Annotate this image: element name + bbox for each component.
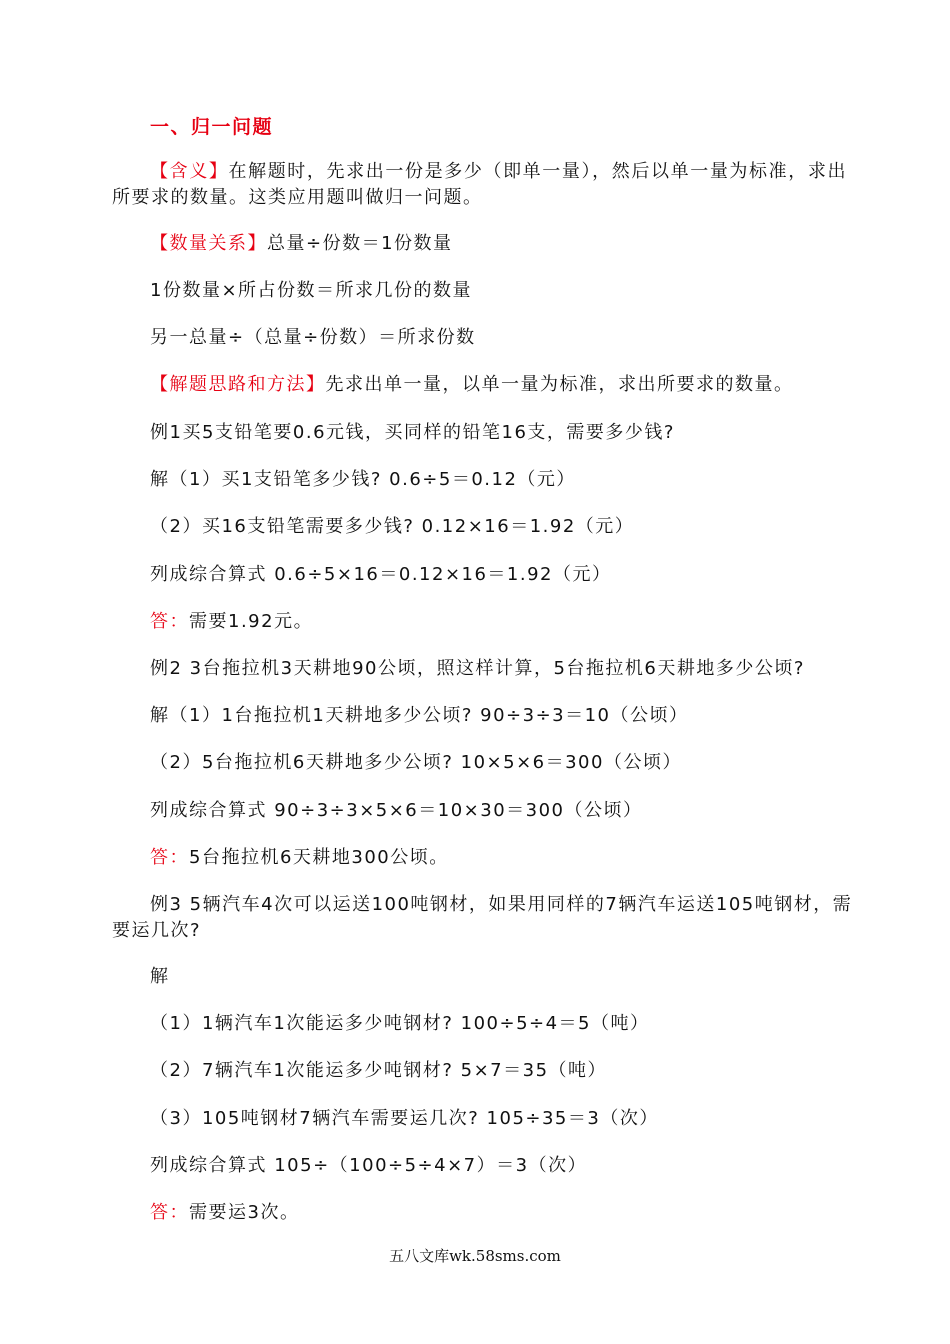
example3-solution-label: 解 — [150, 966, 170, 987]
example1-combined: 列成综合算式 0.6÷5×16＝0.12×16＝1.92（元） — [150, 564, 612, 585]
definition-line2: 所要求的数量。这类应用题叫做归一问题。 — [112, 187, 483, 208]
example3-answer: 需要运3次。 — [189, 1202, 300, 1223]
example3-question — [112, 892, 853, 944]
example3-question-line1: 例3 5辆汽车4次可以运送100吨钢材，如果用同样的7辆汽车运送105吨钢材，需 — [150, 894, 853, 915]
relations-line — [150, 231, 453, 257]
example1-answer: 需要1.92元。 — [189, 611, 314, 632]
relations-formula1: 总量÷份数＝1份数量 — [267, 233, 453, 254]
method-text: 先求出单一量，以单一量为标准，求出所要求的数量。 — [325, 374, 794, 395]
relations-formula2: 1份数量×所占份数＝所求几份的数量 — [150, 280, 473, 301]
example1-answer-line — [150, 609, 313, 635]
footer-watermark: 五八文库wk.58sms.com — [389, 1247, 561, 1265]
example1-question: 例1买5支铅笔要0.6元钱，买同样的铅笔16支，需要多少钱? — [150, 422, 675, 443]
example2-answer-line — [150, 845, 449, 871]
example3-answer-line — [150, 1200, 299, 1226]
example1-step2: （2）买16支铅笔需要多少钱? 0.12×16＝1.92（元） — [150, 516, 635, 537]
example1-step1: 解（1）买1支铅笔多少钱? 0.6÷5＝0.12（元） — [150, 469, 576, 490]
example2-step1: 解（1）1台拖拉机1天耕地多少公顷? 90÷3÷3＝10（公顷） — [150, 705, 689, 726]
method-line — [150, 372, 794, 398]
example3-answer-label: 答： — [150, 1202, 189, 1223]
example3-combined: 列成综合算式 105÷（100÷5÷4×7）＝3（次） — [150, 1155, 588, 1176]
example3-step3: （3）105吨钢材7辆汽车需要运几次? 105÷35＝3（次） — [150, 1108, 659, 1129]
definition-line1: 在解题时，先求出一份是多少（即单一量），然后以单一量为标准，求出 — [228, 161, 848, 182]
example2-step2: （2）5台拖拉机6天耕地多少公顷? 10×5×6＝300（公顷） — [150, 752, 682, 773]
relations-formula3: 另一总量÷（总量÷份数）＝所求份数 — [150, 327, 476, 348]
relations-label: 【数量关系】 — [150, 233, 267, 254]
example1-answer-label: 答： — [150, 611, 189, 632]
example3-question-line2: 要运几次? — [112, 920, 202, 941]
definition-label: 【含义】 — [150, 161, 229, 182]
example2-answer-label: 答： — [150, 847, 189, 868]
definition-paragraph — [112, 159, 847, 211]
example2-combined: 列成综合算式 90÷3÷3×5×6＝10×30＝300（公顷） — [150, 800, 643, 821]
section-title: 一、归一问题 — [150, 116, 274, 138]
example2-answer: 5台拖拉机6天耕地300公顷。 — [189, 847, 449, 868]
example3-step2: （2）7辆汽车1次能运多少吨钢材? 5×7＝35（吨） — [150, 1060, 608, 1081]
example2-question: 例2 3台拖拉机3天耕地90公顷，照这样计算，5台拖拉机6天耕地多少公顷? — [150, 658, 805, 679]
method-label: 【解题思路和方法】 — [150, 374, 326, 395]
example3-step1: （1）1辆汽车1次能运多少吨钢材? 100÷5÷4＝5（吨） — [150, 1013, 650, 1034]
